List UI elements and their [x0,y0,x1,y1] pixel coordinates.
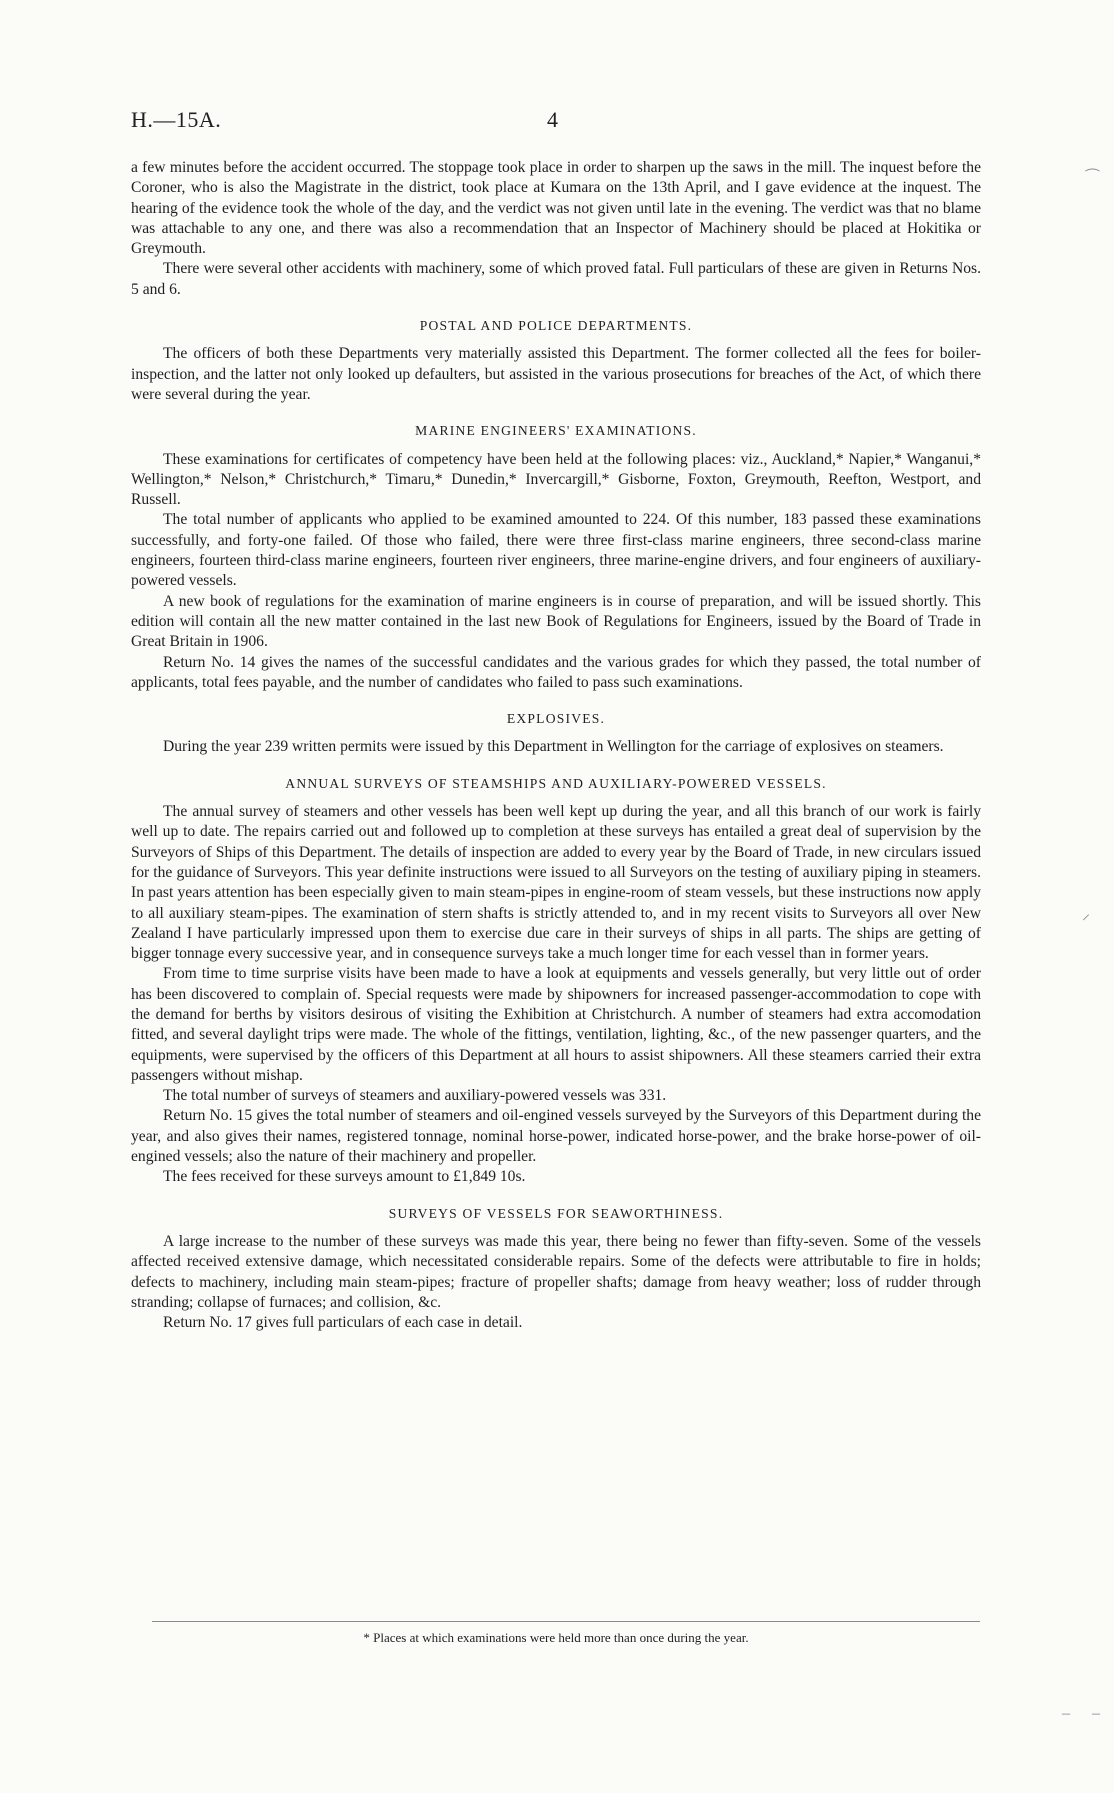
section-heading-marine: MARINE ENGINEERS' EXAMINATIONS. [415,423,697,439]
paragraph: During the year 239 written permits were issued by this Department in Wellington for the carriage of explosives on steamers. [163,738,944,756]
paragraph: The annual survey of steamers and other vessels has been well kept up during the year, and all this branch of our work is fairly well up to date. The repairs carried out and followed up to completion at these surveys has entailed a great deal of supervision by the Surveyors of Ships of this Department. The details of inspection are added to every year by the Board of Trade, in new circulars issued for the guidance of Surveyors. This year definite instructions were issued to all Surveyors on the testing of auxiliary piping in steamers. In past years attention has been especially given to main steam-pipes in engine-room of steam vessels, but these instructions now apply to all auxiliary steam-pipes. The examination of stern shafts is strictly attended to, and in my recent visits to Surveyors all over New Zealand I have particularly impressed upon them to exercise due care in their surveys of ships in all parts. The ships are getting of bigger tonnage every successive year, and in consequence surveys take a much longer time for each vessel than in former years. [131,803,981,963]
footnote: * Places at which examinations were held more than once during the year. [363,1630,749,1645]
page-number: 4 [547,107,558,132]
footnote-divider [152,1621,980,1622]
paragraph: There were several other accidents with machinery, some of which proved fatal. Full particulars of these are given in Returns Nos. 5 and 6. [131,260,981,298]
paragraph: Return No. 17 gives full particulars of each case in detail. [163,1314,523,1332]
margin-mark-icon: ⁀ [1086,170,1099,187]
section-heading-explosives: EXPLOSIVES. [506,711,606,727]
margin-mark-icon: ⸝ [1082,906,1091,923]
paragraph: A large increase to the number of these surveys was made this year, there being no fewer than fifty-seven. Some of the vessels affected received extensive damage, which necessitated considerable repairs. Some of the defects were attributable to fire in holds; defects to machinery, including main steam-pipes; fracture of propeller shafts; damage from heavy weather; loss of rudder through stranding; collapse of furnaces; and collision, &c. [131,1232,981,1311]
paragraph: The total number of surveys of steamers and auxiliary-powered vessels was 331. [163,1087,667,1105]
paragraph: A new book of regulations for the examination of marine engineers is in course of preparation, and will be issued shortly. This edition will contain all the new matter contained in the last new Book of Regulations for Engineers, issued by the Board of Trade in Great Britain in 1906. [131,592,981,651]
paragraph: The total number of applicants who applied to be examined amounted to 224. Of this number, 183 passed these examinations successfully, and forty-one failed. Of those who failed, there were three first-class marine engineers, three second-class marine engineers, fourteen third-class marine engineers, fourteen river engineers, three marine-engine drivers, and four engineers of auxiliary-powered vessels. [131,511,981,590]
paragraph: The officers of both these Departments very materially assisted this Department. The former collected all the fees for boiler-inspection, and the latter not only looked up defaulters, but assisted in the various prosecutions for breaches of the Act, of which there were several during the year. [131,345,981,403]
margin-mark-icon: – [1062,1705,1070,1722]
paragraph: a few minutes before the accident occurred. The stoppage took place in order to sharpen up the saws in the mill. The inquest before the Coroner, who is also the Magistrate in the district, took place at Kumara on the 13th April, and I gave evidence at the inquest. The hearing of the evidence took the whole of the day, and the verdict was not given until late in the evening. The verdict was that no blame was attachable to any one, and there was also a recommendation that an Inspector of Machinery should be placed at Hokitika or Greymouth. [131,159,981,258]
section-heading-postal: POSTAL AND POLICE DEPARTMENTS. [419,318,693,334]
section-heading-annual-surveys: ANNUAL SURVEYS OF STEAMSHIPS AND AUXILIARY-POWERED VESSELS. [285,775,827,791]
document-id: H.—15A. [131,107,222,132]
paragraph: From time to time surprise visits have been made to have a look at equipments and vessels generally, but very little out of order has been discovered to complain of. Special requests were made by shipowners for increased passenger-accommodation to cope with the demand for berths by visitors desirous of visiting the Exhibition at Christchurch. A number of steamers had extra accomodation fitted, and several daylight trips were made. The whole of the fittings, ventilation, lighting, &c., of the new passenger quarters, and the equipments, were supervised by the officers of this Department at all hours to assist shipowners. All these steamers carried their extra passengers without mishap. [131,965,981,1084]
paragraph: The fees received for these surveys amount to £1,849 10s. [163,1168,526,1186]
paragraph: Return No. 14 gives the names of the successful candidates and the various grades for which they passed, the total number of applicants, total fees payable, and the number of candidates who failed to pass such examinations. [131,653,981,691]
margin-mark-icon: – [1092,1705,1100,1722]
body-text [131,158,981,1333]
page-header [131,107,1011,141]
section-heading-seaworthiness: SURVEYS OF VESSELS FOR SEAWORTHINESS. [388,1205,724,1221]
paragraph: Return No. 15 gives the total number of steamers and oil-engined vessels surveyed by the Surveyors of this Department during the year, and also gives their names, registered tonnage, nominal horse-power, indicated horse-power, and the brake horse-power of oil-engined vessels; also the nature of their machinery and propeller. [131,1107,981,1166]
paragraph: These examinations for certificates of competency have been held at the following places: viz., Auckland,* Napier,* Wanganui,* Wellington,* Nelson,* Christchurch,* Timaru,* Dunedin,* Invercargill,* Gisborne, Foxton, Greymouth, Reefton, Westport, and Russell. [131,450,981,509]
